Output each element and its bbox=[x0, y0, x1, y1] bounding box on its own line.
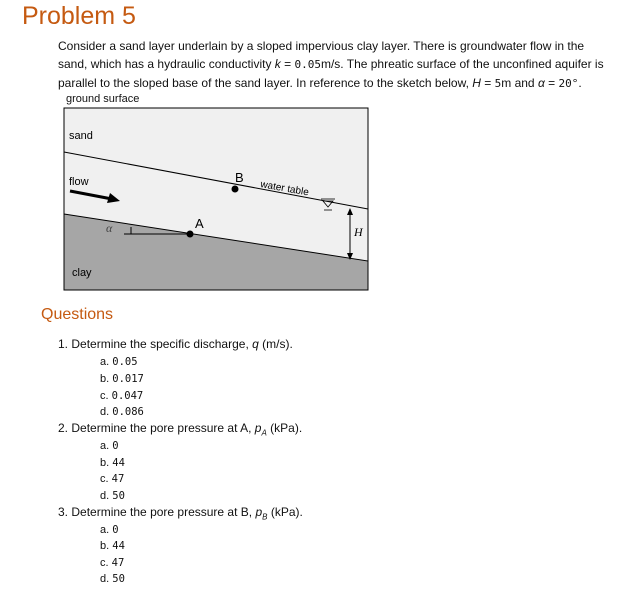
option-letter: b. bbox=[100, 540, 110, 552]
question-number: 2. bbox=[58, 421, 69, 435]
q1-option-b[interactable] bbox=[100, 373, 144, 385]
flow-label: flow bbox=[69, 176, 89, 188]
question-symbol: p bbox=[254, 421, 262, 435]
option-letter: c. bbox=[100, 557, 109, 569]
H-label: H bbox=[354, 225, 363, 239]
question-number: 3. bbox=[58, 505, 69, 519]
q3-option-c[interactable] bbox=[100, 557, 124, 569]
k-equals: = bbox=[280, 57, 295, 71]
q2-option-d[interactable] bbox=[100, 490, 125, 502]
intro-text-2: m/s. The phreatic surface of the unconfined aquifer is parallel to the sloped base of the sand layer. In reference to the sketch below, bbox=[58, 57, 604, 90]
option-value: 0 bbox=[112, 440, 119, 452]
point-A bbox=[187, 231, 194, 238]
question-text: Determine the specific discharge, bbox=[71, 337, 253, 351]
question-unit: (kPa). bbox=[266, 421, 303, 435]
question-symbol: p bbox=[255, 505, 263, 519]
alpha-value: 20° bbox=[558, 77, 579, 90]
option-value: 47 bbox=[111, 473, 125, 485]
point-A-label: A bbox=[195, 216, 204, 231]
question-subscript: A bbox=[261, 428, 267, 438]
option-value: 0.017 bbox=[112, 373, 144, 385]
alpha-label: α bbox=[106, 221, 113, 235]
option-letter: a. bbox=[100, 440, 110, 452]
option-value: 47 bbox=[111, 557, 125, 569]
intro-text-3: m and bbox=[501, 76, 538, 90]
clay-label: clay bbox=[72, 267, 92, 279]
question-unit: (kPa). bbox=[267, 505, 303, 519]
option-letter: b. bbox=[100, 457, 110, 469]
option-value: 0.047 bbox=[111, 390, 144, 402]
question-2 bbox=[58, 421, 302, 437]
question-1 bbox=[58, 337, 293, 351]
problem-statement bbox=[58, 37, 613, 93]
point-B bbox=[232, 186, 239, 193]
problem-title: Problem 5 bbox=[22, 2, 136, 30]
option-letter: c. bbox=[100, 473, 109, 485]
question-unit: (m/s). bbox=[258, 337, 293, 351]
H-symbol: H bbox=[472, 76, 481, 90]
H-value: 5 bbox=[494, 77, 502, 90]
alpha-symbol: α bbox=[537, 76, 545, 90]
question-subscript: B bbox=[262, 512, 268, 522]
k-value: 0.05 bbox=[294, 58, 321, 71]
option-value: 44 bbox=[112, 457, 125, 469]
sand-label: sand bbox=[69, 130, 93, 142]
q1-option-a[interactable] bbox=[100, 356, 138, 368]
option-letter: d. bbox=[100, 573, 110, 585]
q3-option-d[interactable] bbox=[100, 573, 125, 585]
question-symbol: q bbox=[252, 337, 259, 351]
question-3 bbox=[58, 505, 303, 521]
intro-end: . bbox=[578, 76, 582, 90]
option-value: 0.086 bbox=[112, 406, 144, 418]
q2-option-c[interactable] bbox=[100, 473, 124, 485]
k-symbol: k bbox=[274, 57, 281, 71]
option-letter: d. bbox=[100, 490, 110, 502]
option-letter: b. bbox=[100, 373, 110, 385]
q1-option-c[interactable] bbox=[100, 390, 143, 402]
question-number: 1. bbox=[58, 337, 69, 351]
q3-option-b[interactable] bbox=[100, 540, 125, 552]
q1-option-d[interactable] bbox=[100, 406, 144, 418]
intro-text-1: Consider a sand layer underlain by a sloped impervious clay layer. There is groundwater flow in the sand, which has a hydraulic conductivity bbox=[58, 39, 585, 71]
water-table-label: water table bbox=[259, 179, 310, 199]
option-letter: a. bbox=[100, 356, 110, 368]
option-value: 50 bbox=[112, 490, 125, 502]
H-equals: = bbox=[480, 76, 495, 90]
questions-heading: Questions bbox=[41, 306, 114, 323]
alpha-equals: = bbox=[544, 76, 559, 90]
option-value: 0 bbox=[112, 524, 119, 536]
q2-option-a[interactable] bbox=[100, 440, 119, 452]
option-value: 44 bbox=[112, 540, 125, 552]
aquifer-sketch bbox=[60, 106, 372, 292]
ground-surface-label: ground surface bbox=[66, 93, 140, 105]
q3-option-a[interactable] bbox=[100, 524, 119, 536]
question-text: Determine the pore pressure at B, bbox=[71, 505, 256, 519]
option-value: 0.05 bbox=[112, 356, 138, 368]
option-letter: c. bbox=[100, 390, 109, 402]
question-text: Determine the pore pressure at A, bbox=[71, 421, 255, 435]
point-B-label: B bbox=[235, 170, 244, 185]
option-letter: d. bbox=[100, 406, 110, 418]
option-value: 50 bbox=[112, 573, 125, 585]
q2-option-b[interactable] bbox=[100, 457, 125, 469]
option-letter: a. bbox=[100, 524, 110, 536]
